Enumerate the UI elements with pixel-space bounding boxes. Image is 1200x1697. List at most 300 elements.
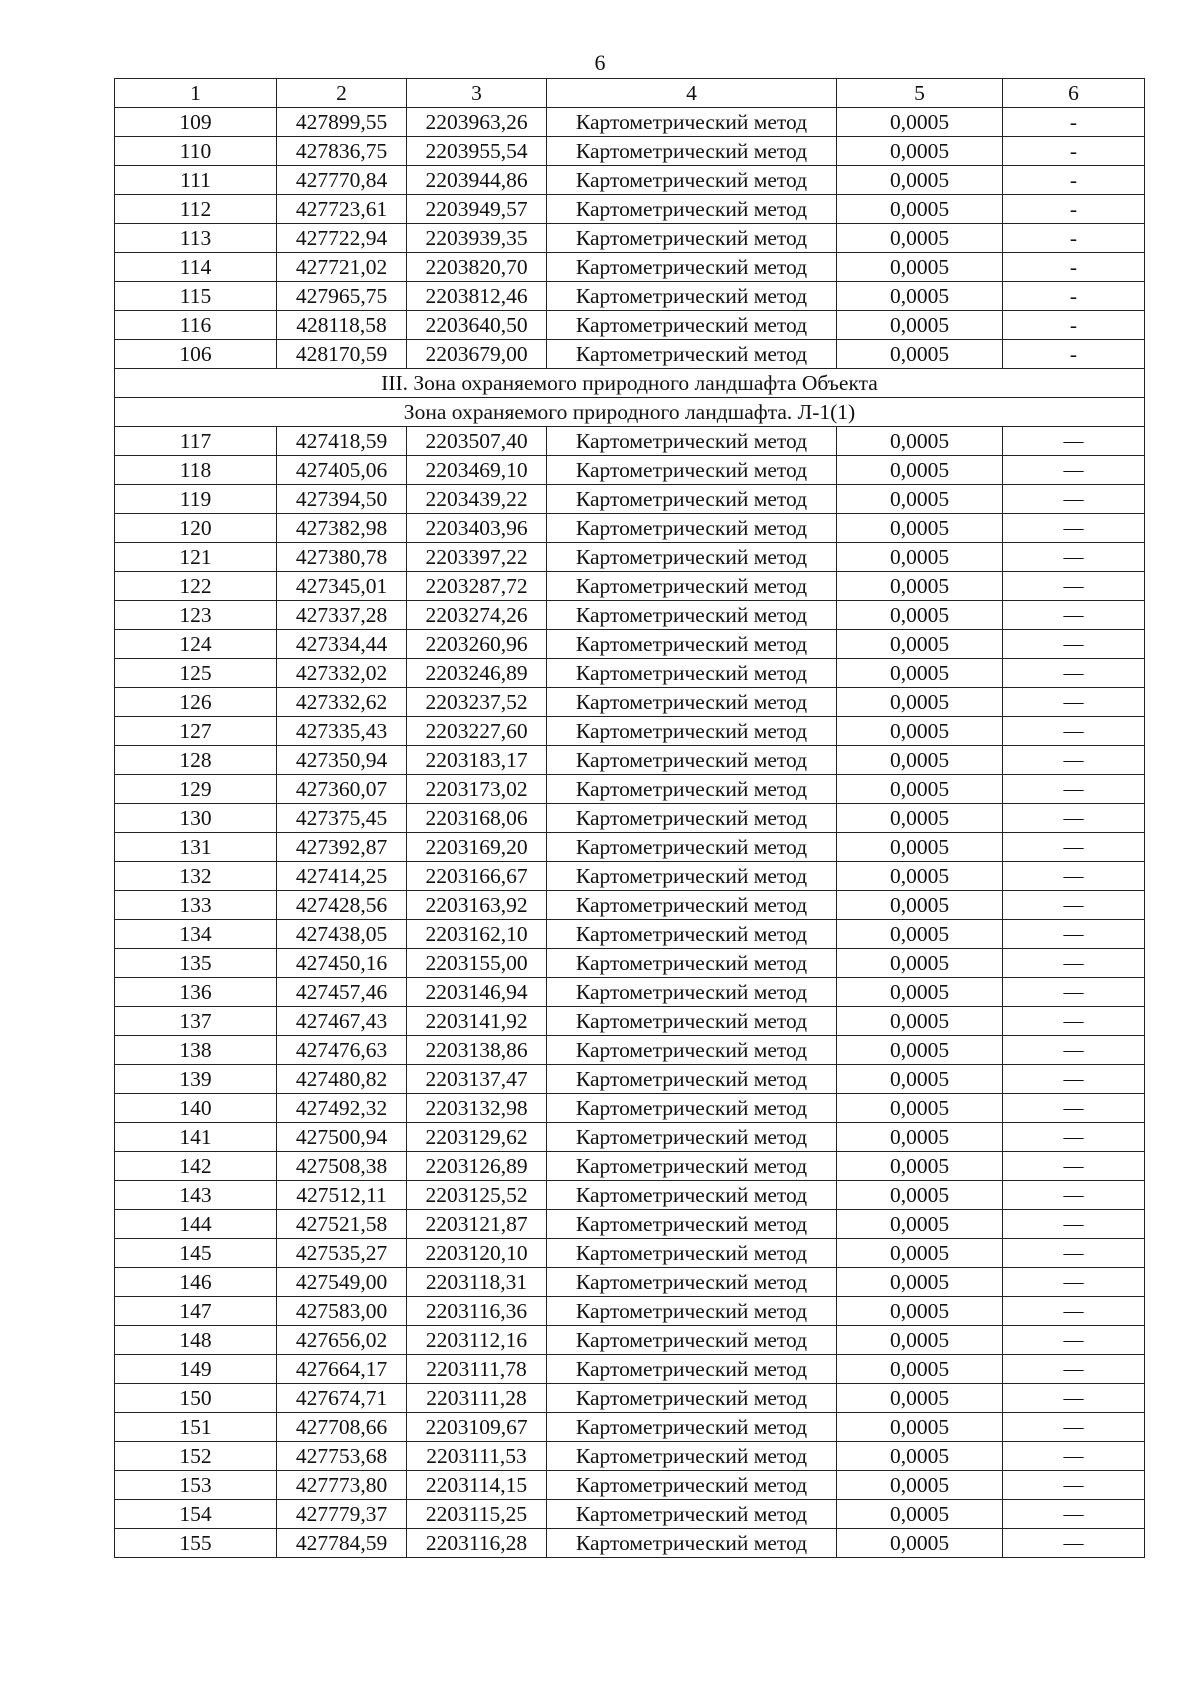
method-cell: Картометрический метод — [547, 253, 837, 282]
y-coordinate-cell: 2203138,86 — [407, 1036, 547, 1065]
method-cell: Картометрический метод — [547, 1384, 837, 1413]
x-coordinate-cell: 427965,75 — [277, 282, 407, 311]
x-coordinate-cell: 427476,63 — [277, 1036, 407, 1065]
accuracy-cell: 0,0005 — [837, 514, 1003, 543]
y-coordinate-cell: 2203111,28 — [407, 1384, 547, 1413]
y-coordinate-cell: 2203820,70 — [407, 253, 547, 282]
point-number-cell: 132 — [115, 862, 277, 891]
accuracy-cell: 0,0005 — [837, 427, 1003, 456]
x-coordinate-cell: 427380,78 — [277, 543, 407, 572]
accuracy-cell: 0,0005 — [837, 1152, 1003, 1181]
method-cell: Картометрический метод — [547, 514, 837, 543]
point-number-cell: 148 — [115, 1326, 277, 1355]
point-number-cell: 155 — [115, 1529, 277, 1558]
accuracy-cell: 0,0005 — [837, 630, 1003, 659]
table-row — [115, 746, 1145, 775]
table-row — [115, 1297, 1145, 1326]
note-cell: — — [1003, 1181, 1145, 1210]
point-number-cell: 137 — [115, 1007, 277, 1036]
table-row — [115, 630, 1145, 659]
accuracy-cell: 0,0005 — [837, 224, 1003, 253]
note-cell: - — [1003, 195, 1145, 224]
table-row — [115, 108, 1145, 137]
x-coordinate-cell: 427335,43 — [277, 717, 407, 746]
note-cell: — — [1003, 949, 1145, 978]
note-cell: — — [1003, 1297, 1145, 1326]
point-number-cell: 146 — [115, 1268, 277, 1297]
y-coordinate-cell: 2203260,96 — [407, 630, 547, 659]
x-coordinate-cell: 427428,56 — [277, 891, 407, 920]
accuracy-cell: 0,0005 — [837, 1413, 1003, 1442]
x-coordinate-cell: 427521,58 — [277, 1210, 407, 1239]
method-cell: Картометрический метод — [547, 1123, 837, 1152]
point-number-cell: 110 — [115, 137, 277, 166]
point-number-cell: 117 — [115, 427, 277, 456]
table-row — [115, 1326, 1145, 1355]
y-coordinate-cell: 2203287,72 — [407, 572, 547, 601]
x-coordinate-cell: 427405,06 — [277, 456, 407, 485]
point-number-cell: 124 — [115, 630, 277, 659]
method-cell: Картометрический метод — [547, 1326, 837, 1355]
accuracy-cell: 0,0005 — [837, 572, 1003, 601]
y-coordinate-cell: 2203469,10 — [407, 456, 547, 485]
y-coordinate-cell: 2203168,06 — [407, 804, 547, 833]
y-coordinate-cell: 2203112,16 — [407, 1326, 547, 1355]
x-coordinate-cell: 427770,84 — [277, 166, 407, 195]
table-row — [115, 543, 1145, 572]
point-number-cell: 120 — [115, 514, 277, 543]
table-row — [115, 427, 1145, 456]
note-cell: — — [1003, 1065, 1145, 1094]
note-cell: — — [1003, 427, 1145, 456]
method-cell: Картометрический метод — [547, 833, 837, 862]
table-row — [115, 862, 1145, 891]
method-cell: Картометрический метод — [547, 746, 837, 775]
method-cell: Картометрический метод — [547, 1210, 837, 1239]
point-number-cell: 129 — [115, 775, 277, 804]
accuracy-cell: 0,0005 — [837, 1007, 1003, 1036]
table-row — [115, 1065, 1145, 1094]
point-number-cell: 118 — [115, 456, 277, 485]
method-cell: Картометрический метод — [547, 1268, 837, 1297]
y-coordinate-cell: 2203169,20 — [407, 833, 547, 862]
accuracy-cell: 0,0005 — [837, 659, 1003, 688]
note-cell: — — [1003, 775, 1145, 804]
point-number-cell: 141 — [115, 1123, 277, 1152]
method-cell: Картометрический метод — [547, 717, 837, 746]
accuracy-cell: 0,0005 — [837, 195, 1003, 224]
accuracy-cell: 0,0005 — [837, 891, 1003, 920]
y-coordinate-cell: 2203109,67 — [407, 1413, 547, 1442]
method-cell: Картометрический метод — [547, 311, 837, 340]
method-cell: Картометрический метод — [547, 137, 837, 166]
accuracy-cell: 0,0005 — [837, 1239, 1003, 1268]
accuracy-cell: 0,0005 — [837, 1500, 1003, 1529]
x-coordinate-cell: 427773,80 — [277, 1471, 407, 1500]
method-cell: Картометрический метод — [547, 1529, 837, 1558]
y-coordinate-cell: 2203403,96 — [407, 514, 547, 543]
header-cell: 1 — [115, 79, 277, 108]
header-cell: 3 — [407, 79, 547, 108]
point-number-cell: 115 — [115, 282, 277, 311]
note-cell: — — [1003, 746, 1145, 775]
accuracy-cell: 0,0005 — [837, 949, 1003, 978]
method-cell: Картометрический метод — [547, 891, 837, 920]
note-cell: - — [1003, 108, 1145, 137]
note-cell: — — [1003, 1007, 1145, 1036]
y-coordinate-cell: 2203146,94 — [407, 978, 547, 1007]
point-number-cell: 126 — [115, 688, 277, 717]
x-coordinate-cell: 427674,71 — [277, 1384, 407, 1413]
x-coordinate-cell: 427722,94 — [277, 224, 407, 253]
method-cell: Картометрический метод — [547, 949, 837, 978]
note-cell: - — [1003, 224, 1145, 253]
point-number-cell: 138 — [115, 1036, 277, 1065]
note-cell: — — [1003, 514, 1145, 543]
page-number: 6 — [594, 50, 606, 75]
x-coordinate-cell: 427438,05 — [277, 920, 407, 949]
note-cell: — — [1003, 1529, 1145, 1558]
note-cell: — — [1003, 1355, 1145, 1384]
y-coordinate-cell: 2203118,31 — [407, 1268, 547, 1297]
method-cell: Картометрический метод — [547, 862, 837, 891]
table-row — [115, 514, 1145, 543]
point-number-cell: 106 — [115, 340, 277, 369]
y-coordinate-cell: 2203115,25 — [407, 1500, 547, 1529]
y-coordinate-cell: 2203137,47 — [407, 1065, 547, 1094]
note-cell: — — [1003, 1239, 1145, 1268]
x-coordinate-cell: 427549,00 — [277, 1268, 407, 1297]
note-cell: — — [1003, 1384, 1145, 1413]
method-cell: Картометрический метод — [547, 427, 837, 456]
accuracy-cell: 0,0005 — [837, 340, 1003, 369]
x-coordinate-cell: 427394,50 — [277, 485, 407, 514]
method-cell: Картометрический метод — [547, 1065, 837, 1094]
point-number-cell: 151 — [115, 1413, 277, 1442]
note-cell: — — [1003, 1123, 1145, 1152]
y-coordinate-cell: 2203949,57 — [407, 195, 547, 224]
table-row — [115, 456, 1145, 485]
y-coordinate-cell: 2203114,15 — [407, 1471, 547, 1500]
accuracy-cell: 0,0005 — [837, 1123, 1003, 1152]
point-number-cell: 130 — [115, 804, 277, 833]
method-cell: Картометрический метод — [547, 1297, 837, 1326]
x-coordinate-cell: 427480,82 — [277, 1065, 407, 1094]
y-coordinate-cell: 2203121,87 — [407, 1210, 547, 1239]
table-row — [115, 891, 1145, 920]
point-number-cell: 119 — [115, 485, 277, 514]
accuracy-cell: 0,0005 — [837, 1529, 1003, 1558]
note-cell: — — [1003, 1094, 1145, 1123]
table-row — [115, 804, 1145, 833]
table-row — [115, 311, 1145, 340]
accuracy-cell: 0,0005 — [837, 1268, 1003, 1297]
table-row — [115, 1355, 1145, 1384]
point-number-cell: 153 — [115, 1471, 277, 1500]
accuracy-cell: 0,0005 — [837, 978, 1003, 1007]
note-cell: — — [1003, 920, 1145, 949]
x-coordinate-cell: 427723,61 — [277, 195, 407, 224]
x-coordinate-cell: 427512,11 — [277, 1181, 407, 1210]
accuracy-cell: 0,0005 — [837, 775, 1003, 804]
table-header-row — [115, 79, 1145, 108]
coordinates-table-body — [115, 79, 1145, 1558]
section-heading: III. Зона охраняемого природного ландшафта Объекта — [115, 369, 1145, 398]
note-cell: — — [1003, 572, 1145, 601]
accuracy-cell: 0,0005 — [837, 688, 1003, 717]
y-coordinate-cell: 2203125,52 — [407, 1181, 547, 1210]
point-number-cell: 143 — [115, 1181, 277, 1210]
method-cell: Картометрический метод — [547, 340, 837, 369]
accuracy-cell: 0,0005 — [837, 1384, 1003, 1413]
point-number-cell: 114 — [115, 253, 277, 282]
accuracy-cell: 0,0005 — [837, 1442, 1003, 1471]
accuracy-cell: 0,0005 — [837, 253, 1003, 282]
point-number-cell: 147 — [115, 1297, 277, 1326]
note-cell: - — [1003, 311, 1145, 340]
accuracy-cell: 0,0005 — [837, 1094, 1003, 1123]
table-row — [115, 1094, 1145, 1123]
y-coordinate-cell: 2203126,89 — [407, 1152, 547, 1181]
accuracy-cell: 0,0005 — [837, 543, 1003, 572]
table-row — [115, 1413, 1145, 1442]
table-row — [115, 1384, 1145, 1413]
y-coordinate-cell: 2203397,22 — [407, 543, 547, 572]
x-coordinate-cell: 427721,02 — [277, 253, 407, 282]
y-coordinate-cell: 2203812,46 — [407, 282, 547, 311]
accuracy-cell: 0,0005 — [837, 108, 1003, 137]
method-cell: Картометрический метод — [547, 775, 837, 804]
x-coordinate-cell: 427360,07 — [277, 775, 407, 804]
note-cell: — — [1003, 1442, 1145, 1471]
x-coordinate-cell: 427492,32 — [277, 1094, 407, 1123]
y-coordinate-cell: 2203507,40 — [407, 427, 547, 456]
method-cell: Картометрический метод — [547, 1007, 837, 1036]
header-cell: 6 — [1003, 79, 1145, 108]
point-number-cell: 131 — [115, 833, 277, 862]
x-coordinate-cell: 427500,94 — [277, 1123, 407, 1152]
table-row — [115, 1152, 1145, 1181]
table-row — [115, 659, 1145, 688]
table-row — [115, 137, 1145, 166]
y-coordinate-cell: 2203162,10 — [407, 920, 547, 949]
section-heading: Зона охраняемого природного ландшафта. Л-1(1) — [115, 398, 1145, 427]
accuracy-cell: 0,0005 — [837, 1355, 1003, 1384]
x-coordinate-cell: 427414,25 — [277, 862, 407, 891]
accuracy-cell: 0,0005 — [837, 456, 1003, 485]
table-row — [115, 166, 1145, 195]
table-row — [115, 1123, 1145, 1152]
method-cell: Картометрический метод — [547, 456, 837, 485]
x-coordinate-cell: 428170,59 — [277, 340, 407, 369]
point-number-cell: 112 — [115, 195, 277, 224]
method-cell: Картометрический метод — [547, 601, 837, 630]
x-coordinate-cell: 427345,01 — [277, 572, 407, 601]
y-coordinate-cell: 2203132,98 — [407, 1094, 547, 1123]
accuracy-cell: 0,0005 — [837, 862, 1003, 891]
header-cell: 5 — [837, 79, 1003, 108]
note-cell: — — [1003, 543, 1145, 572]
note-cell: — — [1003, 485, 1145, 514]
point-number-cell: 125 — [115, 659, 277, 688]
table-row — [115, 253, 1145, 282]
header-cell: 2 — [277, 79, 407, 108]
y-coordinate-cell: 2203963,26 — [407, 108, 547, 137]
table-row — [115, 1471, 1145, 1500]
y-coordinate-cell: 2203246,89 — [407, 659, 547, 688]
y-coordinate-cell: 2203944,86 — [407, 166, 547, 195]
table-row — [115, 1239, 1145, 1268]
table-row — [115, 775, 1145, 804]
note-cell: — — [1003, 1326, 1145, 1355]
accuracy-cell: 0,0005 — [837, 601, 1003, 630]
x-coordinate-cell: 427656,02 — [277, 1326, 407, 1355]
y-coordinate-cell: 2203439,22 — [407, 485, 547, 514]
method-cell: Картометрический метод — [547, 1094, 837, 1123]
point-number-cell: 111 — [115, 166, 277, 195]
table-row — [115, 485, 1145, 514]
x-coordinate-cell: 427392,87 — [277, 833, 407, 862]
method-cell: Картометрический метод — [547, 978, 837, 1007]
accuracy-cell: 0,0005 — [837, 282, 1003, 311]
x-coordinate-cell: 427664,17 — [277, 1355, 407, 1384]
table-row — [115, 717, 1145, 746]
note-cell: — — [1003, 862, 1145, 891]
point-number-cell: 123 — [115, 601, 277, 630]
y-coordinate-cell: 2203141,92 — [407, 1007, 547, 1036]
method-cell: Картометрический метод — [547, 485, 837, 514]
x-coordinate-cell: 427450,16 — [277, 949, 407, 978]
point-number-cell: 154 — [115, 1500, 277, 1529]
y-coordinate-cell: 2203640,50 — [407, 311, 547, 340]
x-coordinate-cell: 427418,59 — [277, 427, 407, 456]
method-cell: Картометрический метод — [547, 1239, 837, 1268]
method-cell: Картометрический метод — [547, 195, 837, 224]
x-coordinate-cell: 427457,46 — [277, 978, 407, 1007]
table-row — [115, 282, 1145, 311]
point-number-cell: 133 — [115, 891, 277, 920]
note-cell: — — [1003, 1413, 1145, 1442]
method-cell: Картометрический метод — [547, 1413, 837, 1442]
point-number-cell: 142 — [115, 1152, 277, 1181]
table-row — [115, 1529, 1145, 1558]
accuracy-cell: 0,0005 — [837, 1326, 1003, 1355]
x-coordinate-cell: 427337,28 — [277, 601, 407, 630]
table-row — [115, 1442, 1145, 1471]
method-cell: Картометрический метод — [547, 224, 837, 253]
point-number-cell: 136 — [115, 978, 277, 1007]
accuracy-cell: 0,0005 — [837, 166, 1003, 195]
y-coordinate-cell: 2203939,35 — [407, 224, 547, 253]
point-number-cell: 150 — [115, 1384, 277, 1413]
accuracy-cell: 0,0005 — [837, 833, 1003, 862]
y-coordinate-cell: 2203679,00 — [407, 340, 547, 369]
table-row — [115, 920, 1145, 949]
method-cell: Картометрический метод — [547, 1036, 837, 1065]
x-coordinate-cell: 427583,00 — [277, 1297, 407, 1326]
note-cell: — — [1003, 1210, 1145, 1239]
method-cell: Картометрический метод — [547, 1442, 837, 1471]
table-row — [115, 340, 1145, 369]
point-number-cell: 140 — [115, 1094, 277, 1123]
table-row — [115, 572, 1145, 601]
point-number-cell: 149 — [115, 1355, 277, 1384]
x-coordinate-cell: 427332,02 — [277, 659, 407, 688]
accuracy-cell: 0,0005 — [837, 717, 1003, 746]
note-cell: — — [1003, 688, 1145, 717]
note-cell: — — [1003, 804, 1145, 833]
note-cell: — — [1003, 1471, 1145, 1500]
accuracy-cell: 0,0005 — [837, 1210, 1003, 1239]
note-cell: - — [1003, 340, 1145, 369]
x-coordinate-cell: 427708,66 — [277, 1413, 407, 1442]
y-coordinate-cell: 2203163,92 — [407, 891, 547, 920]
accuracy-cell: 0,0005 — [837, 1181, 1003, 1210]
x-coordinate-cell: 428118,58 — [277, 311, 407, 340]
y-coordinate-cell: 2203955,54 — [407, 137, 547, 166]
point-number-cell: 139 — [115, 1065, 277, 1094]
x-coordinate-cell: 427332,62 — [277, 688, 407, 717]
point-number-cell: 152 — [115, 1442, 277, 1471]
y-coordinate-cell: 2203274,26 — [407, 601, 547, 630]
method-cell: Картометрический метод — [547, 804, 837, 833]
accuracy-cell: 0,0005 — [837, 1036, 1003, 1065]
note-cell: — — [1003, 891, 1145, 920]
x-coordinate-cell: 427334,44 — [277, 630, 407, 659]
point-number-cell: 134 — [115, 920, 277, 949]
accuracy-cell: 0,0005 — [837, 311, 1003, 340]
accuracy-cell: 0,0005 — [837, 804, 1003, 833]
note-cell: — — [1003, 1152, 1145, 1181]
x-coordinate-cell: 427535,27 — [277, 1239, 407, 1268]
accuracy-cell: 0,0005 — [837, 1065, 1003, 1094]
point-number-cell: 135 — [115, 949, 277, 978]
accuracy-cell: 0,0005 — [837, 1471, 1003, 1500]
table-row — [115, 949, 1145, 978]
note-cell: - — [1003, 137, 1145, 166]
note-cell: - — [1003, 166, 1145, 195]
table-row — [115, 688, 1145, 717]
y-coordinate-cell: 2203111,53 — [407, 1442, 547, 1471]
y-coordinate-cell: 2203111,78 — [407, 1355, 547, 1384]
method-cell: Картометрический метод — [547, 572, 837, 601]
x-coordinate-cell: 427784,59 — [277, 1529, 407, 1558]
note-cell: — — [1003, 717, 1145, 746]
note-cell: - — [1003, 282, 1145, 311]
y-coordinate-cell: 2203116,28 — [407, 1529, 547, 1558]
note-cell: — — [1003, 456, 1145, 485]
method-cell: Картометрический метод — [547, 630, 837, 659]
method-cell: Картометрический метод — [547, 282, 837, 311]
table-row — [115, 1181, 1145, 1210]
table-row — [115, 1268, 1145, 1297]
y-coordinate-cell: 2203173,02 — [407, 775, 547, 804]
accuracy-cell: 0,0005 — [837, 920, 1003, 949]
method-cell: Картометрический метод — [547, 108, 837, 137]
note-cell: — — [1003, 630, 1145, 659]
point-number-cell: 109 — [115, 108, 277, 137]
note-cell: — — [1003, 659, 1145, 688]
x-coordinate-cell: 427382,98 — [277, 514, 407, 543]
method-cell: Картометрический метод — [547, 1355, 837, 1384]
point-number-cell: 127 — [115, 717, 277, 746]
table-row — [115, 601, 1145, 630]
table-row — [115, 1007, 1145, 1036]
coordinates-table — [114, 78, 1145, 1558]
method-cell: Картометрический метод — [547, 1500, 837, 1529]
table-row — [115, 1036, 1145, 1065]
method-cell: Картометрический метод — [547, 1152, 837, 1181]
